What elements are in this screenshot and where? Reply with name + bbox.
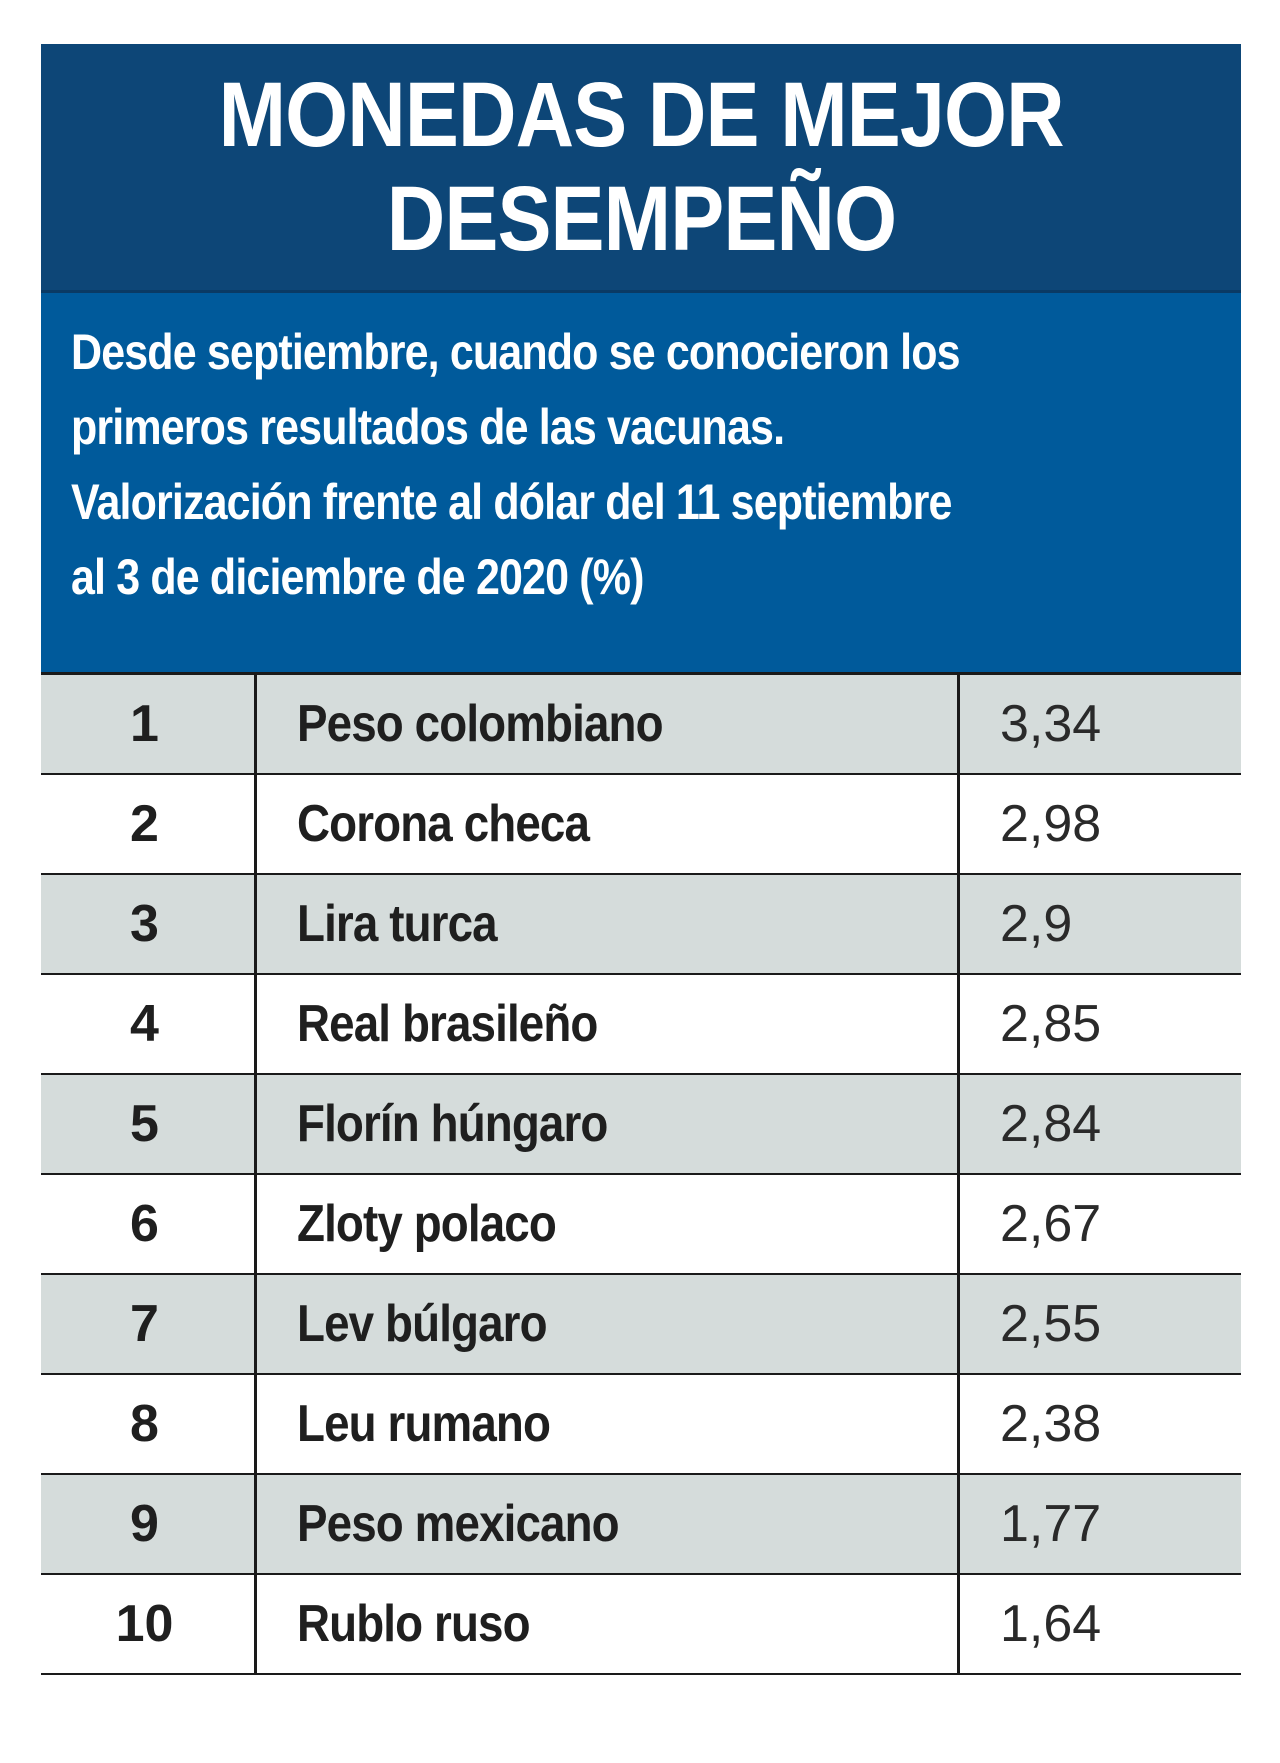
currency-name: Zloty polaco bbox=[297, 1195, 556, 1253]
table-row bbox=[41, 975, 1241, 1075]
currency-name: Real brasileño bbox=[297, 995, 598, 1053]
subtitle-line-1: Desde septiembre, cuando se conocieron los bbox=[71, 324, 960, 380]
page-title-line-1: MONEDAS DE MEJOR bbox=[218, 64, 1064, 166]
currency-cell bbox=[257, 775, 960, 873]
value-cell: 2,84 bbox=[1000, 1095, 1102, 1153]
rank-cell: 5 bbox=[41, 1075, 257, 1173]
currency-table bbox=[41, 672, 1241, 1675]
value-cell: 2,85 bbox=[1000, 995, 1102, 1053]
title-band bbox=[41, 44, 1241, 293]
currency-cell bbox=[257, 675, 960, 773]
value-cell: 3,34 bbox=[1000, 695, 1102, 753]
rank-cell: 7 bbox=[41, 1275, 257, 1373]
currency-name: Peso colombiano bbox=[297, 695, 663, 753]
rank-cell: 9 bbox=[41, 1475, 257, 1573]
table-row bbox=[41, 1275, 1241, 1375]
currency-cell bbox=[257, 1575, 960, 1673]
subtitle-line-2: primeros resultados de las vacunas. bbox=[71, 399, 785, 455]
value-cell: 2,55 bbox=[1000, 1295, 1102, 1353]
value-cell: 1,77 bbox=[1000, 1495, 1102, 1553]
currency-cell bbox=[257, 1275, 960, 1373]
table-row bbox=[41, 1575, 1241, 1675]
currency-cell bbox=[257, 1075, 960, 1173]
table-row bbox=[41, 875, 1241, 975]
currency-cell bbox=[257, 975, 960, 1073]
currency-name: Corona checa bbox=[297, 795, 590, 853]
rank-cell: 3 bbox=[41, 875, 257, 973]
value-cell: 2,67 bbox=[1000, 1195, 1102, 1253]
currency-cell bbox=[257, 1175, 960, 1273]
currency-name: Leu rumano bbox=[297, 1395, 551, 1453]
currency-cell bbox=[257, 1475, 960, 1573]
table-row bbox=[41, 1475, 1241, 1575]
page-title-line-2: DESEMPEÑO bbox=[386, 168, 896, 270]
currency-name: Lira turca bbox=[297, 895, 497, 953]
ranking-card bbox=[41, 44, 1241, 1675]
rank-cell: 10 bbox=[41, 1575, 257, 1673]
value-cell: 2,38 bbox=[1000, 1395, 1102, 1453]
rank-cell: 8 bbox=[41, 1375, 257, 1473]
table-row bbox=[41, 1175, 1241, 1275]
rank-cell: 2 bbox=[41, 775, 257, 873]
currency-cell bbox=[257, 875, 960, 973]
table-row bbox=[41, 775, 1241, 875]
value-cell: 1,64 bbox=[1000, 1595, 1102, 1653]
table-row bbox=[41, 1375, 1241, 1475]
subtitle-band bbox=[41, 293, 1241, 672]
currency-cell bbox=[257, 1375, 960, 1473]
currency-name: Lev búlgaro bbox=[297, 1295, 547, 1353]
currency-name: Peso mexicano bbox=[297, 1495, 619, 1553]
subtitle-line-3: Valorización frente al dólar del 11 septiembre bbox=[71, 474, 952, 530]
currency-name: Rublo ruso bbox=[297, 1595, 530, 1653]
table-row bbox=[41, 675, 1241, 775]
rank-cell: 4 bbox=[41, 975, 257, 1073]
subtitle-line-4: al 3 de diciembre de 2020 (%) bbox=[71, 549, 644, 605]
currency-name: Florín húngaro bbox=[297, 1095, 608, 1153]
value-cell: 2,98 bbox=[1000, 795, 1102, 853]
value-cell: 2,9 bbox=[1000, 895, 1073, 953]
rank-cell: 6 bbox=[41, 1175, 257, 1273]
table-row bbox=[41, 1075, 1241, 1175]
rank-cell: 1 bbox=[41, 675, 257, 773]
